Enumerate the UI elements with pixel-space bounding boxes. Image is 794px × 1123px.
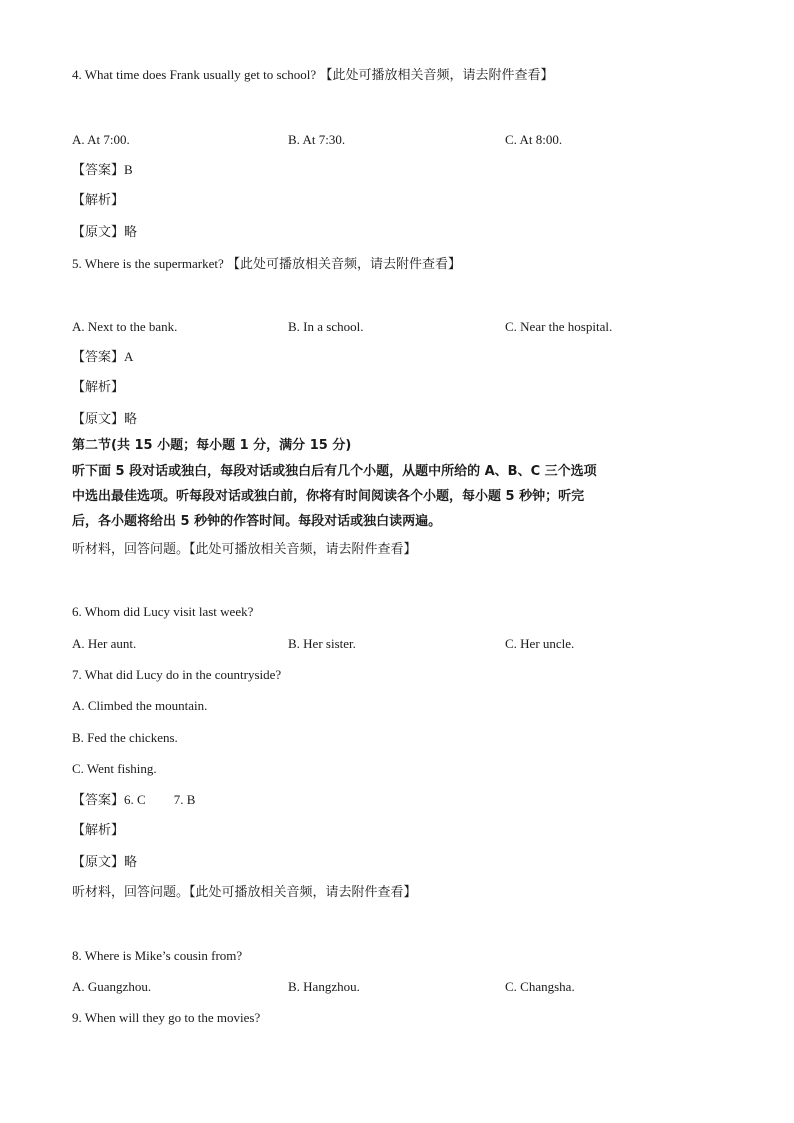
q8-option-b: B. Hangzhou. bbox=[288, 979, 360, 994]
group1-analysis-label: 【解析】 bbox=[72, 823, 125, 838]
q5-answer: A bbox=[124, 349, 134, 364]
group1-original-label: 【原文】 bbox=[72, 855, 125, 870]
group1-original: 略 bbox=[124, 855, 138, 870]
group2-prompt[interactable]: 听材料，回答问题。【此处可播放相关音频，请去附件查看】 bbox=[72, 885, 417, 900]
q5-original-label: 【原文】 bbox=[72, 412, 125, 427]
q6-question: 6. Whom did Lucy visit last week? bbox=[72, 604, 254, 619]
q8-question: 8. Where is Mike’s cousin from? bbox=[72, 948, 243, 963]
q6-option-b: B. Her sister. bbox=[288, 636, 356, 651]
q9-question: 9. When will they go to the movies? bbox=[72, 1010, 261, 1025]
group1-answer-7: 7. B bbox=[173, 792, 196, 807]
q5-audio-link[interactable]: 【此处可播放相关音频，请去附件查看】 bbox=[226, 257, 461, 272]
q4-question-line bbox=[72, 67, 553, 84]
q5-option-a: A. Next to the bank. bbox=[72, 319, 178, 334]
q5-answer-label: 【答案】 bbox=[72, 350, 125, 365]
q7-question: 7. What did Lucy do in the countryside? bbox=[72, 667, 282, 682]
q5-analysis-label: 【解析】 bbox=[72, 380, 125, 395]
q5-question: 5. Where is the supermarket? bbox=[72, 256, 224, 271]
q4-analysis-label: 【解析】 bbox=[72, 193, 125, 208]
q5-option-c: C. Near the hospital. bbox=[505, 319, 613, 334]
q4-question: 4. What time does Frank usually get to school? bbox=[72, 67, 317, 82]
q4-answer-label: 【答案】 bbox=[72, 163, 125, 178]
section2-heading: 第二节(共 15 小题；每小题 1 分，满分 15 分) bbox=[72, 438, 352, 453]
q5-question-line bbox=[72, 256, 461, 273]
group1-answer-line bbox=[72, 792, 195, 809]
group1-answer-6: 6. C bbox=[124, 792, 146, 807]
q4-answer: B bbox=[124, 162, 133, 177]
q8-option-c: C. Changsha. bbox=[505, 979, 575, 994]
q4-original-line bbox=[72, 224, 137, 241]
section2-instruction-2: 中选出最佳选项。听每段对话或独白前，你将有时间阅读各个小题，每小题 5 秒钟；听完 bbox=[72, 489, 585, 504]
q6-option-c: C. Her uncle. bbox=[505, 636, 575, 651]
group1-answer-label: 【答案】 bbox=[72, 793, 125, 808]
q7-option-a: A. Climbed the mountain. bbox=[72, 698, 208, 713]
q5-original: 略 bbox=[124, 412, 138, 427]
q7-option-c: C. Went fishing. bbox=[72, 761, 157, 776]
q4-option-a: A. At 7:00. bbox=[72, 132, 130, 147]
q7-option-b: B. Fed the chickens. bbox=[72, 730, 178, 745]
group1-original-line bbox=[72, 854, 137, 871]
q4-original: 略 bbox=[124, 225, 138, 240]
group1-prompt[interactable]: 听材料，回答问题。【此处可播放相关音频，请去附件查看】 bbox=[72, 542, 417, 557]
q5-original-line bbox=[72, 411, 137, 428]
q5-answer-line bbox=[72, 349, 133, 366]
q4-option-c: C. At 8:00. bbox=[505, 132, 563, 147]
q4-audio-link[interactable]: 【此处可播放相关音频，请去附件查看】 bbox=[319, 68, 554, 83]
section2-instruction-3: 后，各小题将给出 5 秒钟的作答时间。每段对话或独白读两遍。 bbox=[72, 514, 442, 529]
q5-option-b: B. In a school. bbox=[288, 319, 364, 334]
q8-option-a: A. Guangzhou. bbox=[72, 979, 152, 994]
q4-original-label: 【原文】 bbox=[72, 225, 125, 240]
q6-option-a: A. Her aunt. bbox=[72, 636, 137, 651]
section2-instruction-1: 听下面 5 段对话或独白，每段对话或独白后有几个小题，从题中所给的 A、B、C 三个选项 bbox=[72, 464, 597, 479]
q4-answer-line bbox=[72, 162, 133, 179]
q4-option-b: B. At 7:30. bbox=[288, 132, 346, 147]
